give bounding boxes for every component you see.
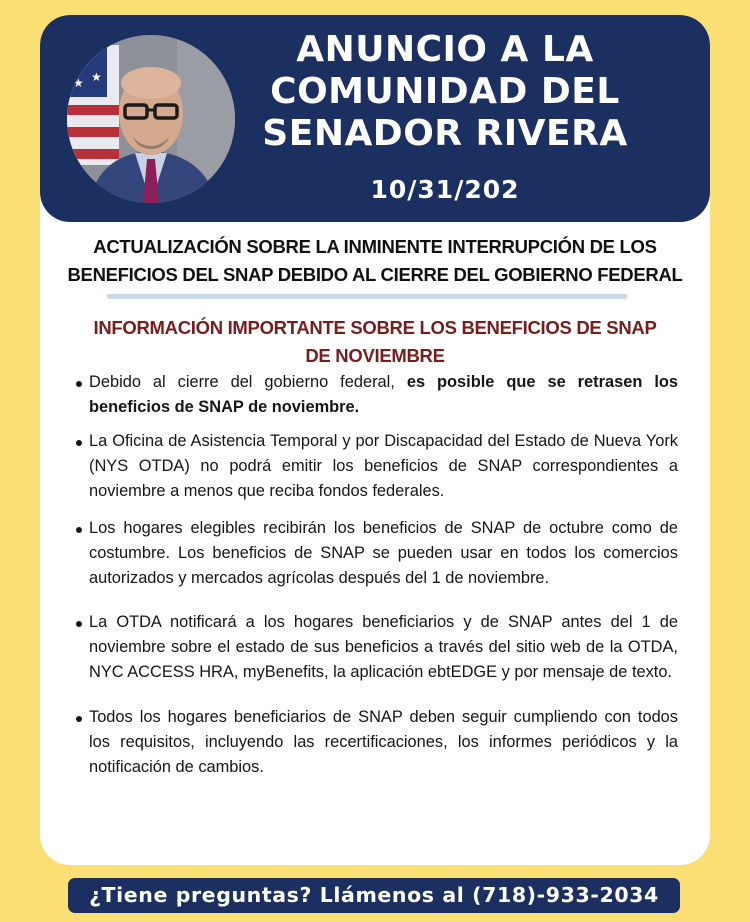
info-bullet-list bbox=[74, 370, 678, 780]
svg-text:★: ★ bbox=[79, 54, 90, 68]
bullet-item bbox=[74, 610, 678, 685]
bullet-item bbox=[74, 516, 678, 591]
bullet-text: Debido al cierre del gobierno federal, bbox=[89, 373, 407, 391]
bullet-text: Los hogares elegibles recibirán los beneficios de SNAP de octubre como de costumbre. Los beneficios de SNAP se pueden usar en todos los comercios autorizados y mercados agrícolas después del 1 de noviembre. bbox=[89, 519, 678, 587]
header-banner bbox=[40, 15, 710, 222]
bullet-text: La Oficina de Asistencia Temporal y por Discapacidad del Estado de Nueva York (NYS OTDA) no podrá emitir los beneficios de SNAP correspondientes a noviembre a menos que reciba fondos federales. bbox=[89, 432, 678, 500]
subtitle-line: BENEFICIOS DEL SNAP DEBIDO AL CIERRE DEL GOBIERNO FEDERAL bbox=[67, 264, 683, 285]
bullet-item bbox=[74, 429, 678, 504]
contact-phone-banner: ¿Tiene preguntas? Llámenos al (718)-933-2034 bbox=[68, 878, 680, 913]
bullet-item bbox=[74, 370, 678, 420]
title-line: ANUNCIO A LA bbox=[296, 29, 594, 70]
page-title bbox=[245, 29, 645, 155]
divider bbox=[107, 294, 627, 299]
update-subtitle bbox=[40, 233, 710, 289]
announcement-date: 10/31/202 bbox=[370, 175, 520, 204]
svg-text:★: ★ bbox=[91, 70, 102, 84]
bullet-text: La OTDA notificará a los hogares beneficiarios y de SNAP antes del 1 de noviembre sobre el estado de sus beneficios a través del sitio web de la OTDA, NYC ACCESS HRA, myBenefits, la aplicación ebtEDGE y por mensaje de texto. bbox=[89, 613, 678, 681]
bullet-bold-text: es posible que se retrasen los beneficios de SNAP de noviembre. bbox=[89, 373, 679, 416]
bullet-text: Todos los hogares beneficiarios de SNAP deben seguir cumpliendo con todos los requisitos, incluyendo las recertificaciones, los informes periódicos y la notificación de cambios. bbox=[89, 708, 678, 776]
section-title bbox=[40, 314, 710, 370]
senator-photo bbox=[67, 35, 235, 203]
subtitle-line: ACTUALIZACIÓN SOBRE LA INMINENTE INTERRUPCIÓN DE LOS bbox=[93, 236, 657, 257]
bullet-item bbox=[74, 705, 678, 780]
us-flag-icon bbox=[67, 45, 119, 165]
title-line: COMUNIDAD DEL bbox=[270, 71, 620, 112]
title-line: SENADOR RIVERA bbox=[262, 113, 628, 154]
senator-portrait-image bbox=[67, 35, 235, 203]
section-title-line: DE NOVIEMBRE bbox=[305, 345, 445, 366]
section-title-line: INFORMACIÓN IMPORTANTE SOBRE LOS BENEFICIOS DE SNAP bbox=[93, 317, 657, 338]
svg-text:★: ★ bbox=[73, 76, 84, 90]
announcement-card bbox=[40, 15, 710, 865]
